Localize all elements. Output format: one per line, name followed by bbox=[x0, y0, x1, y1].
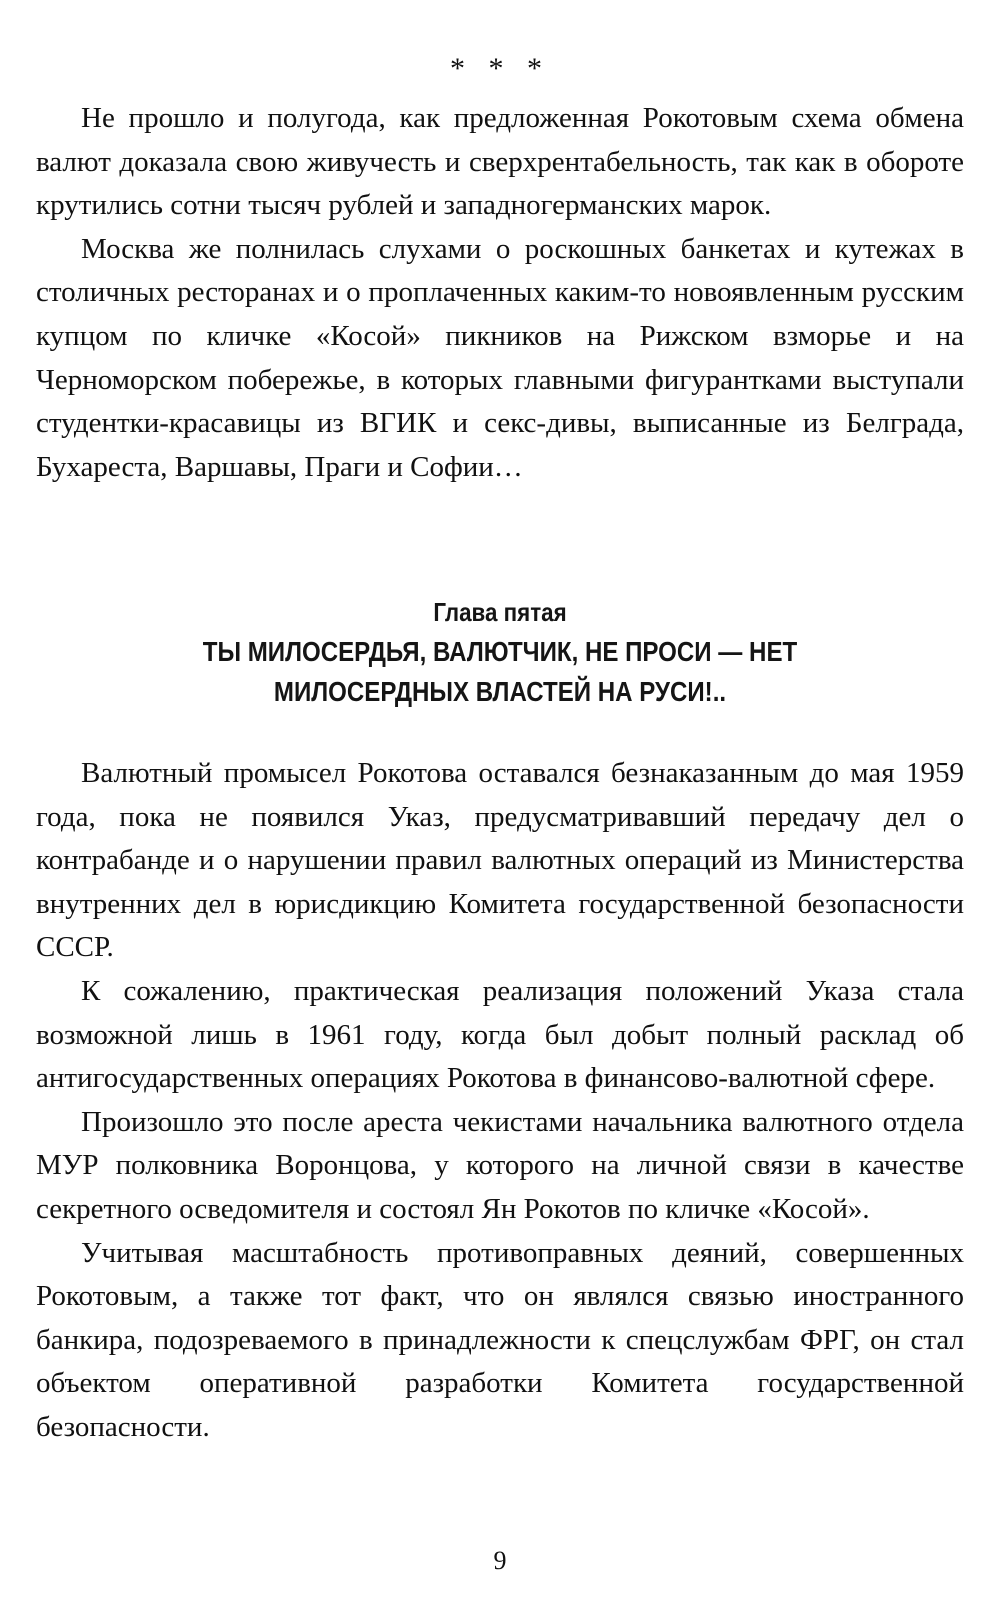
paragraph: К сожалению, практическая реализация положений Указа стала возможной лишь в 1961 году, когда был добыт полный расклад об антигосударственных операциях Рокотова в финансово-валютной сфере. bbox=[36, 974, 964, 1095]
paragraph: Москва же полнилась слухами о роскошных банкетах и кутежах в столичных ресторанах и о проплаченных каким-то новоявленным русским купцом по кличке «Косой» пикников на Рижском взморье и на Черноморском побережье, в которых главными фигурантками выступали студентки-красавицы из ВГИК и секс-дивы, выписанные из Белграда, Бухареста, Варшавы, Праги и Софии… bbox=[36, 232, 964, 483]
section-two-text bbox=[36, 752, 964, 1450]
section-separator: * * * bbox=[450, 52, 550, 85]
section-one-text bbox=[36, 97, 964, 489]
paragraph: Учитывая масштабность противоправных деяний, совершенных Рокотовым, а также тот факт, что он являлся связью иностранного банкира, подозреваемого в принадлежности к спецслужбам ФРГ, он стал объектом оперативной разработки Комитета государственной безопасности. bbox=[36, 1236, 964, 1443]
paragraph: Произошло это после ареста чекистами начальника валютного отдела МУР полковника Воронцова, у которого на личной связи в качестве секретного осведомителя и состоял Ян Рокотов по кличке «Косой». bbox=[36, 1105, 964, 1225]
page-number: 9 bbox=[493, 1546, 507, 1575]
paragraph: Не прошло и полугода, как предложенная Рокотовым схема обмена валют доказала свою живучесть и сверхрентабельность, так как в обороте крутились сотни тысяч рублей и западногерманских марок. bbox=[36, 102, 964, 222]
chapter-title: ТЫ МИЛОСЕРДЬЯ, ВАЛЮТЧИК, НЕ ПРОСИ — НЕТ МИЛОСЕРДНЫХ ВЛАСТЕЙ НА РУСИ!.. bbox=[202, 636, 798, 707]
paragraph: Валютный промысел Рокотова оставался безнаказанным до мая 1959 года, пока не появился Указ, предусматривавший передачу дел о контрабанде и о нарушении правил валютных операций из Министерства внутренних дел в юрисдикцию Комитета государственной безопасности СССР. bbox=[36, 757, 964, 964]
chapter-heading bbox=[36, 594, 964, 712]
chapter-label: Глава пятая bbox=[433, 597, 567, 627]
